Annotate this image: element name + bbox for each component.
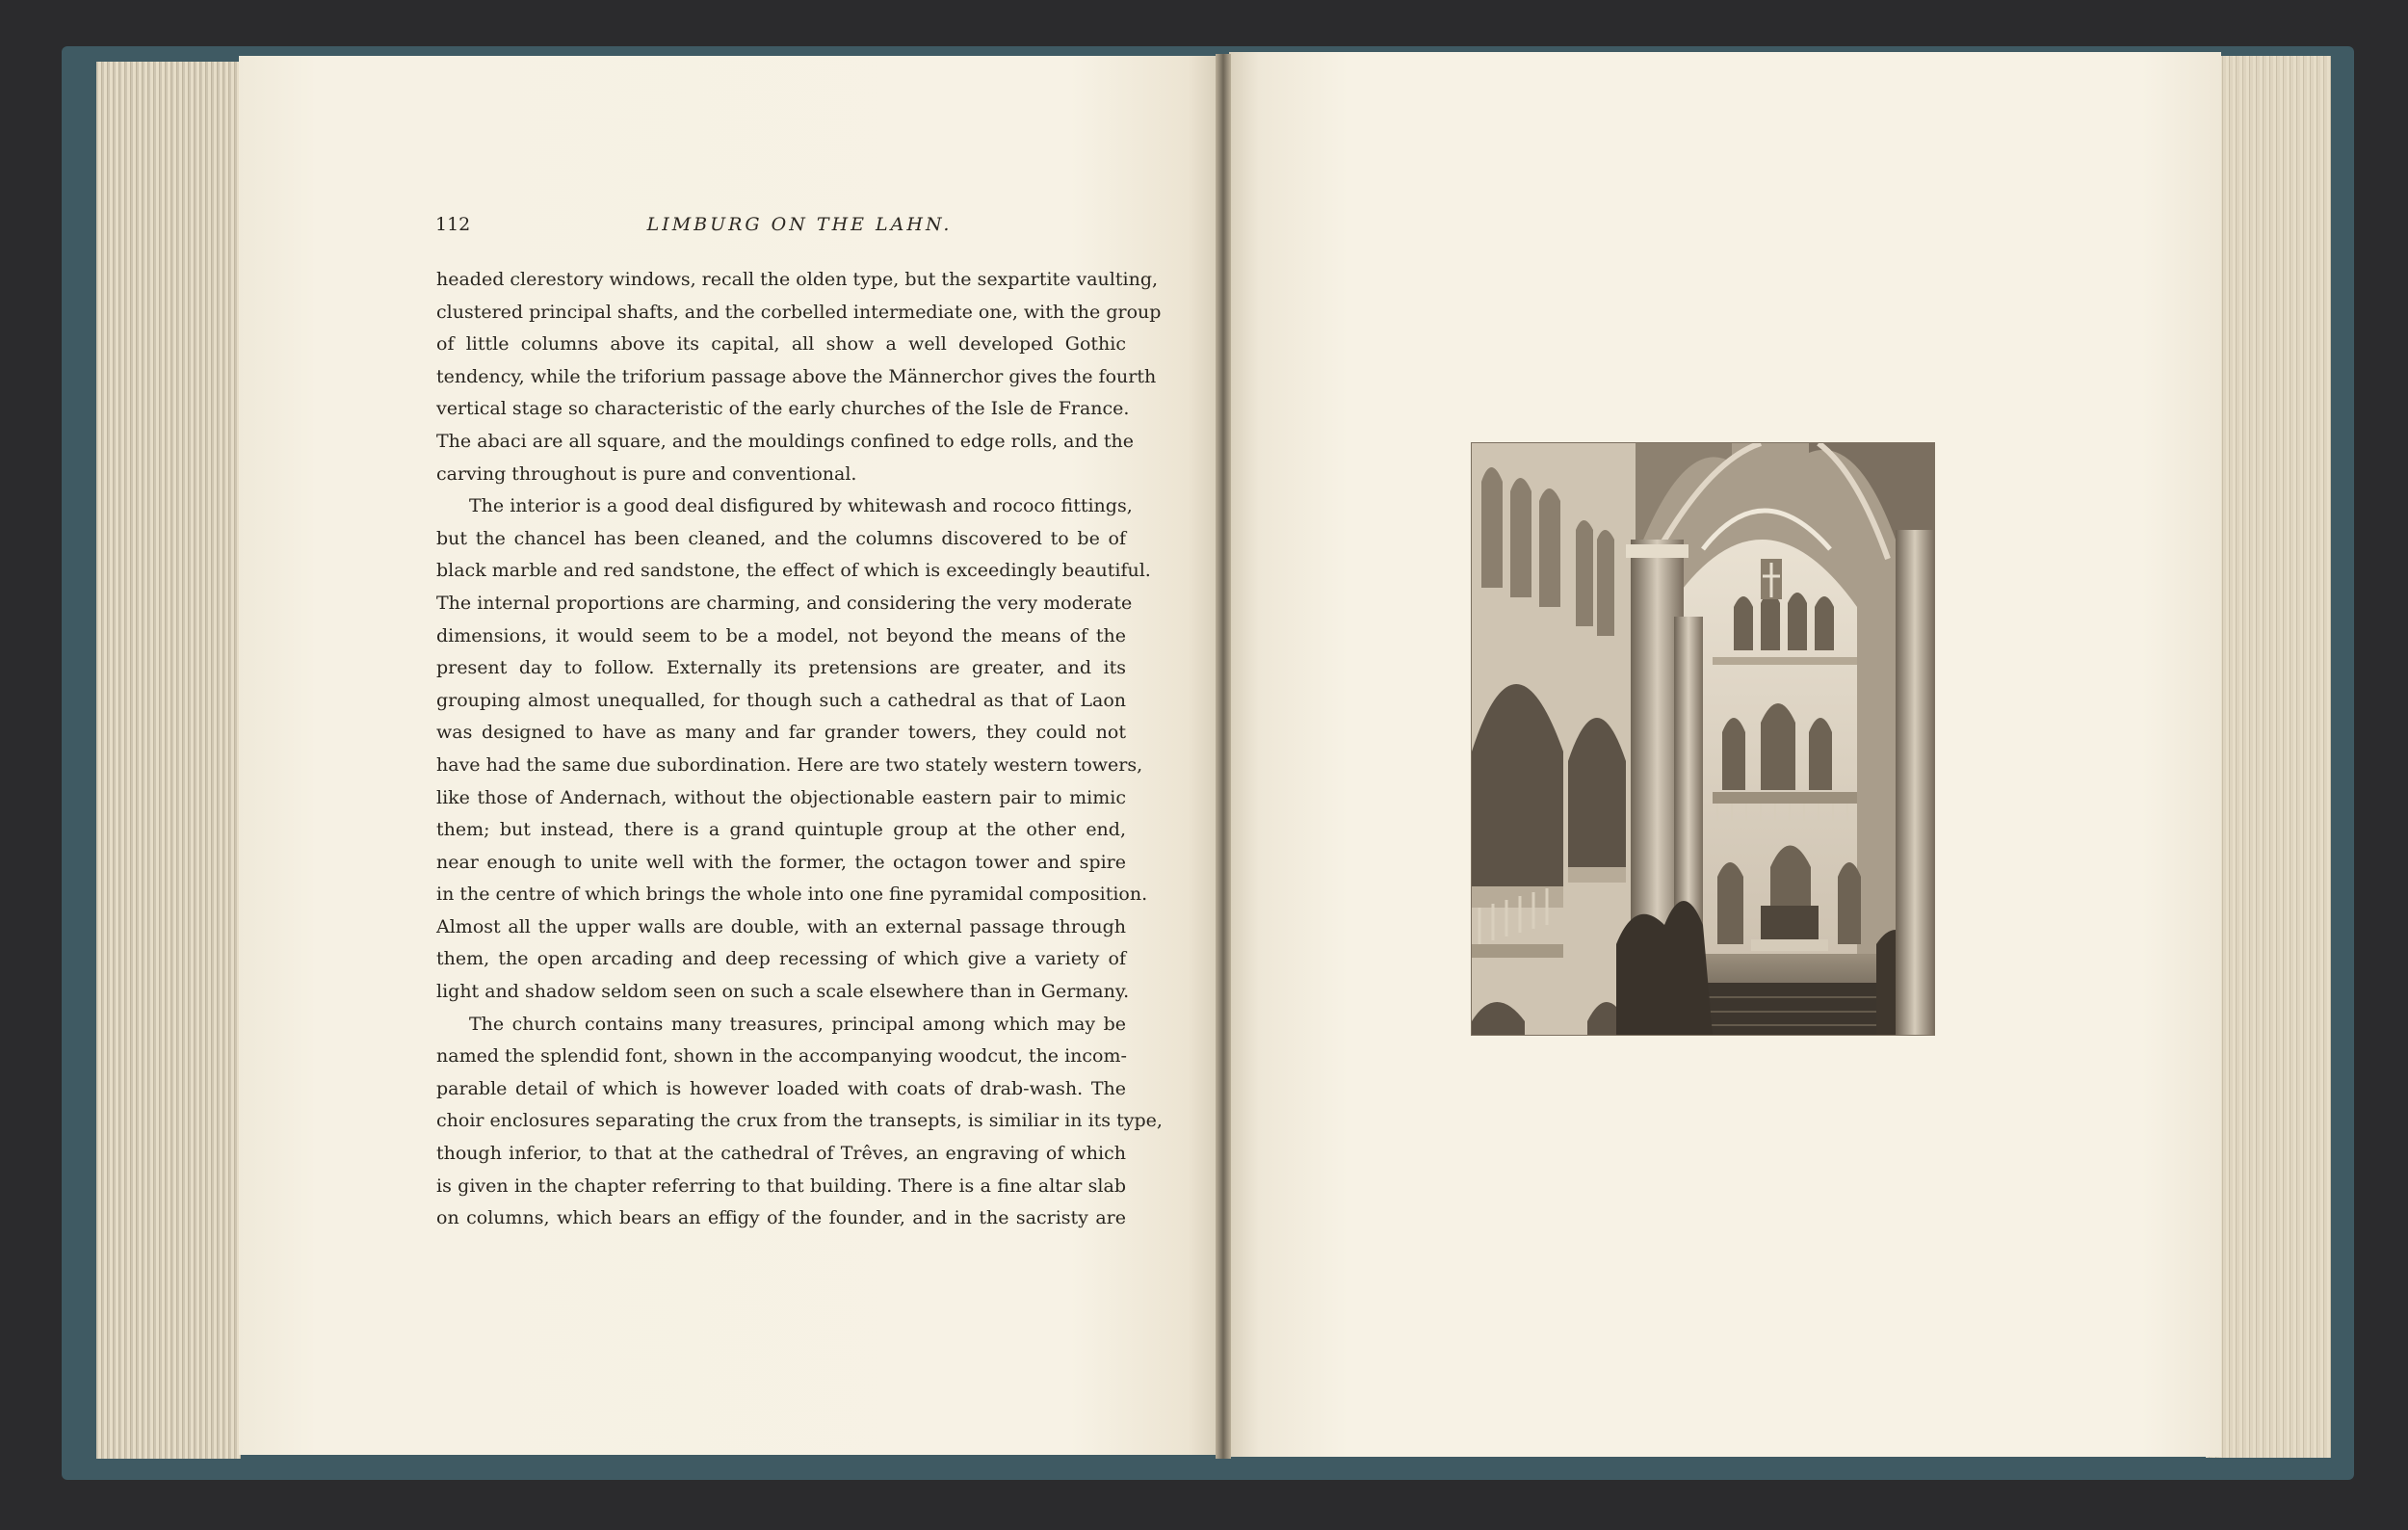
text-line: them, the open arcading and deep recessing of which give a variety of bbox=[436, 948, 1126, 970]
text-line: clustered principal shafts, and the corbelled intermediate one, with the group bbox=[436, 301, 1162, 323]
text-line: headed clerestory windows, recall the olden type, but the sexpartite vaulting, bbox=[436, 269, 1159, 290]
text-line: was designed to have as many and far grander towers, they could not bbox=[436, 722, 1126, 744]
text-line: carving throughout is pure and conventional. bbox=[436, 462, 857, 485]
text-line: The interior is a good deal disfigured by whitewash and rococo fittings, bbox=[469, 495, 1133, 517]
running-title: LIMBURG ON THE LAHN. bbox=[646, 214, 953, 235]
text-line: grouping almost unequalled, for though such a cathedral as that of Laon bbox=[436, 689, 1126, 711]
text-line: them; but instead, there is a grand quintuple group at the other end, bbox=[436, 819, 1126, 841]
text-line: near enough to unite well with the former, the octagon tower and spire bbox=[436, 851, 1126, 873]
photographic-plate bbox=[1472, 443, 1934, 1035]
text-line: The church contains many treasures, principal among which may be bbox=[469, 1013, 1126, 1035]
body-text bbox=[436, 264, 1163, 1235]
text-line: Almost all the upper walls are double, with an external passage through bbox=[436, 915, 1126, 937]
text-line: on columns, which bears an effigy of the founder, and in the sacristy are bbox=[436, 1207, 1126, 1229]
text-line: of little columns above its capital, all show a well developed Gothic bbox=[436, 333, 1126, 356]
text-line: vertical stage so characteristic of the early churches of the Isle de France. bbox=[436, 398, 1130, 420]
text-line: The internal proportions are charming, and considering the very moderate bbox=[436, 592, 1133, 614]
book-gutter bbox=[1216, 54, 1231, 1459]
text-line: but the chancel has been cleaned, and the columns discovered to be of bbox=[436, 527, 1126, 549]
left-page-edges bbox=[96, 62, 241, 1459]
text-line: present day to follow. Externally its pretensions are greater, and its bbox=[436, 657, 1126, 679]
text-line: tendency, while the triforium passage above the Männerchor gives the fourth bbox=[436, 365, 1157, 387]
text-line: though inferior, to that at the cathedral of Trêves, an engraving of which bbox=[436, 1143, 1126, 1165]
text-line: choir enclosures separating the crux from the transepts, is similiar in its type, bbox=[436, 1110, 1163, 1132]
text-line: in the centre of which brings the whole into one fine pyramidal composition. bbox=[436, 884, 1148, 906]
text-line: is given in the chapter referring to that building. There is a fine altar slab bbox=[436, 1174, 1126, 1197]
text-line: named the splendid font, shown in the accompanying woodcut, the incom- bbox=[436, 1045, 1127, 1068]
page-header bbox=[435, 214, 1125, 243]
text-line: dimensions, it would seem to be a model, not beyond the means of the bbox=[436, 624, 1126, 646]
text-line: black marble and red sandstone, the effect of which is exceedingly beautiful. bbox=[436, 560, 1151, 582]
right-page-edges bbox=[2206, 56, 2331, 1458]
text-line: The abaci are all square, and the mouldings confined to edge rolls, and the bbox=[436, 430, 1135, 452]
cathedral-interior-photograph-icon bbox=[1472, 443, 1934, 1035]
text-line: parable detail of which is however loaded with coats of drab-wash. The bbox=[436, 1077, 1126, 1099]
text-line: like those of Andernach, without the objectionable eastern pair to mimic bbox=[436, 786, 1126, 808]
text-line: light and shadow seldom seen on such a scale elsewhere than in Germany. bbox=[436, 981, 1130, 1003]
text-line: have had the same due subordination. Here are two stately western towers, bbox=[436, 753, 1143, 776]
page-number: 112 bbox=[435, 214, 471, 235]
